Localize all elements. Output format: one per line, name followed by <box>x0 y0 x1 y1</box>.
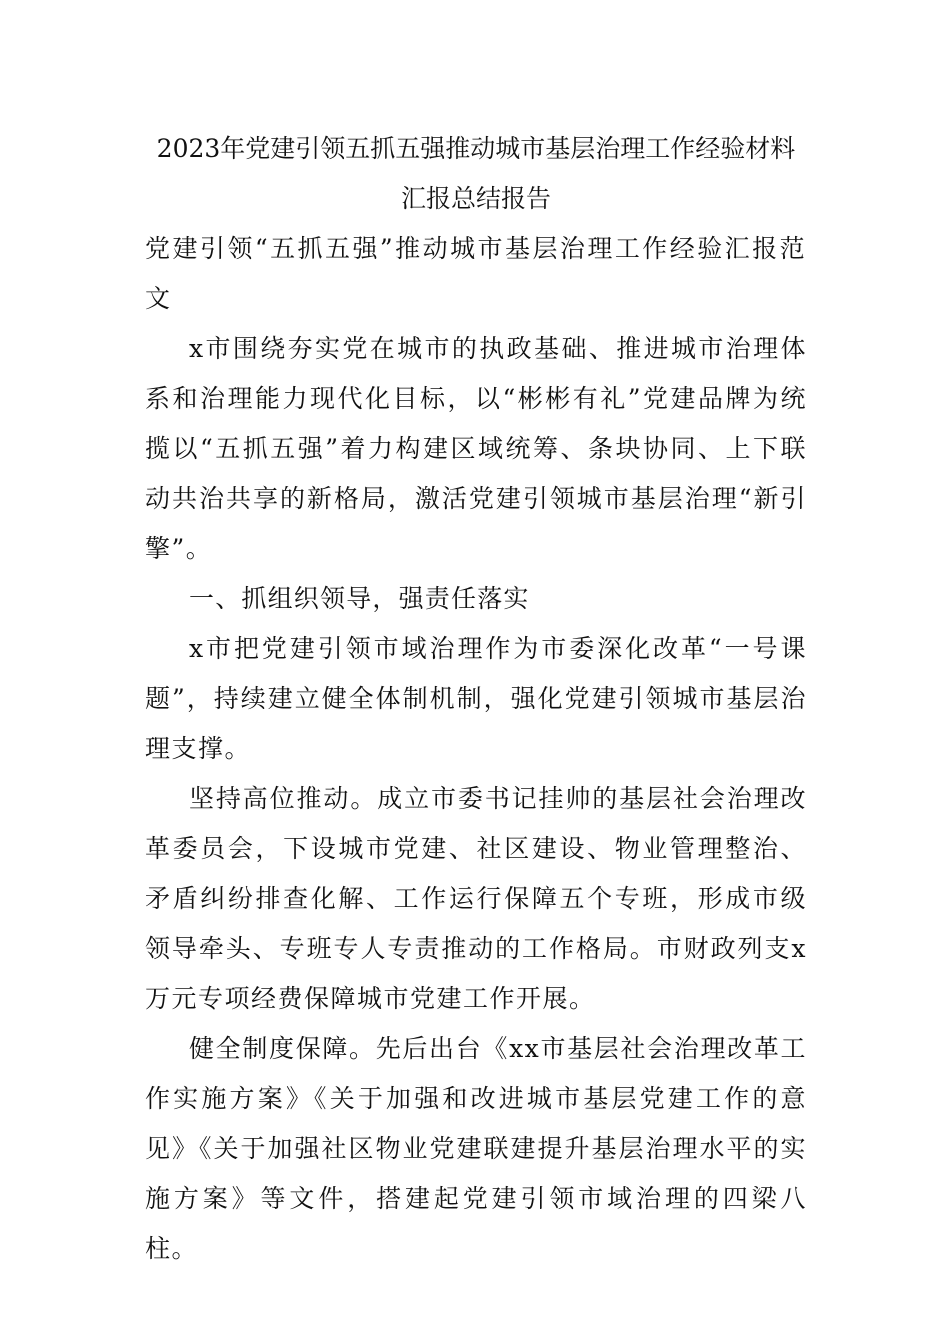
section-heading-1: 一、抓组织领导，强责任落实 <box>189 584 530 613</box>
document-title <box>145 124 807 224</box>
document-body <box>145 124 807 1274</box>
system-guarantee-paragraph: 健全制度保障。先后出台《xx市基层社会治理改革工作实施方案》《关于加强和改进城市基层党建工作的意见》《关于加强社区物业党建联建提升基层治理水平的实施方案》等文件，搭建起党建引领市域治理的四梁八柱。 <box>145 1034 807 1263</box>
section-1-paragraph: x市把党建引领市域治理作为市委深化改革“一号课题”，持续建立健全体制机制，强化党建引领城市基层治理支撑。 <box>145 634 807 763</box>
high-level-push-paragraph: 坚持高位推动。成立市委书记挂帅的基层社会治理改革委员会，下设城市党建、社区建设、物业管理整治、矛盾纠纷排查化解、工作运行保障五个专班，形成市级领导牵头、专班专人专责推动的工作格局。市财政列支x万元专项经费保障城市党建工作开展。 <box>145 784 807 1013</box>
title-line-2: 汇报总结报告 <box>400 184 551 213</box>
document-subtitle: 党建引领“五抓五强”推动城市基层治理工作经验汇报范文 <box>145 234 807 313</box>
title-line-1: 2023年党建引领五抓五强推动城市基层治理工作经验材料 <box>156 134 796 163</box>
intro-paragraph: x市围绕夯实党在城市的执政基础、推进城市治理体系和治理能力现代化目标，以“彬彬有礼”党建品牌为统揽以“五抓五强”着力构建区域统筹、条块协同、上下联动共治共享的新格局，激活党建引领城市基层治理“新引擎”。 <box>145 334 807 563</box>
